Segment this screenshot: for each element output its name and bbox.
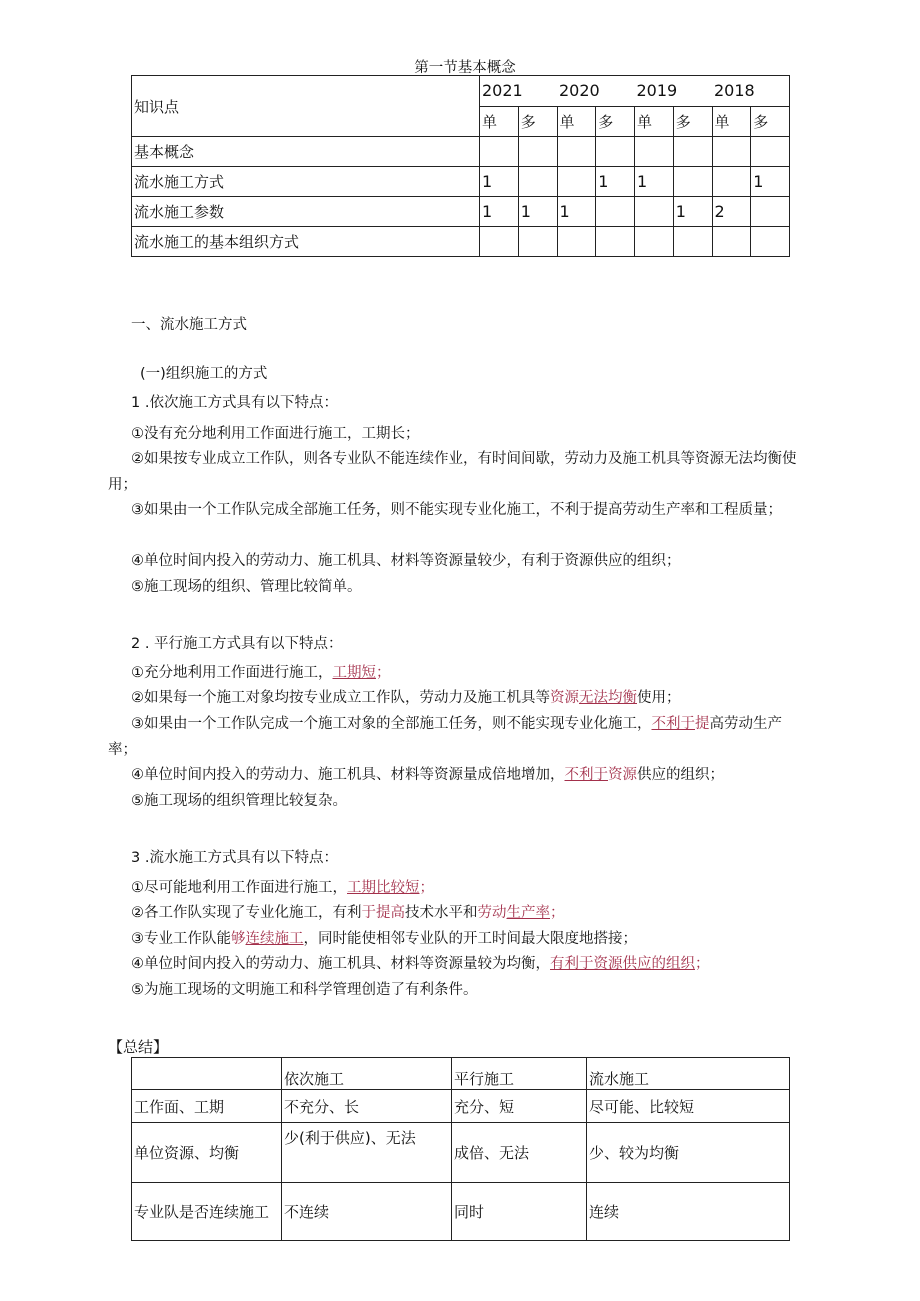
value-cell: 尽可能、比较短 [587,1090,790,1123]
sub-header-cell: 单 [635,106,674,137]
text-segment: ⑤施工现场的组织、管理比较简单。 [131,579,362,595]
count-cell [596,227,635,257]
row-label: 流水施工参数 [132,197,480,227]
highlighted-text: 劳动 [477,905,507,921]
table-row [132,1090,790,1123]
row-label: 工作面、工期 [132,1090,282,1123]
table-row [132,1123,790,1183]
highlighted-text: 连续施工 [245,931,304,947]
list-item [108,549,810,575]
text-segment: ，同时能使相邻专业队的开工时间最大限度地搭接； [303,931,637,947]
list-item [108,876,810,902]
count-cell [480,227,519,257]
text-segment: ④单位时间内投入的劳动力、施工机具、材料等资源量较为均衡， [131,956,550,972]
list-item [108,498,810,524]
list-item [108,952,810,978]
highlighted-text: 资源 [550,690,579,706]
count-cell: 1 [751,167,790,197]
text-segment: ④单位时间内投入的劳动力、施工机具、材料等资源量成倍地增加， [131,767,565,783]
list-item [108,978,810,1004]
sub-header-cell: 单 [480,106,519,137]
sub-header-cell: 单 [557,106,596,137]
count-cell [712,167,751,197]
year-cell: 2020 [557,76,635,107]
summary-table [131,1057,790,1241]
header-cell: 知识点 [132,76,480,137]
text-segment: ②如果每一个施工对象均按专业成立工作队，劳动力及施工机具等 [131,690,550,706]
sub-header-cell: 多 [596,106,635,137]
summary-label: 【总结】 [108,1038,169,1056]
count-cell [712,137,751,167]
count-cell [712,227,751,257]
row-label: 基本概念 [132,137,480,167]
year-cell: 2021 [480,76,558,107]
highlighted-text: 生产率 [506,905,550,921]
year-cell: 2019 [635,76,713,107]
list-item [108,901,810,927]
list-heading: 1 .依次施工方式具有以下特点： [131,395,338,411]
text-segment: 使用； [637,690,681,706]
highlighted-text: ； [550,905,565,921]
count-cell: 1 [596,167,635,197]
highlighted-text: 工期短 [332,665,376,681]
text-segment: ①没有充分地利用工作面进行施工，工期长； [131,426,420,442]
text-segment: ③如果由一个工作队完成一个施工对象的全部施工任务，则不能实现专业化施工， [131,716,652,732]
value-cell: 不充分、长 [282,1090,452,1123]
count-cell [596,197,635,227]
count-cell [751,197,790,227]
count-cell [557,137,596,167]
count-cell [518,137,557,167]
row-label: 单位资源、均衡 [132,1123,282,1183]
sub-header-cell: 多 [518,106,557,137]
heading-1: 一、流水施工方式 [131,317,247,333]
count-cell: 1 [673,197,712,227]
count-cell [518,167,557,197]
list-item [108,575,810,601]
count-cell [673,167,712,197]
row-label: 专业队是否连续施工 [132,1183,282,1241]
highlighted-text: 不利于 [564,767,608,783]
header-cell: 依次施工 [282,1058,452,1090]
count-cell [751,227,790,257]
text-segment: ②各工作队实现了专业化施工，有利 [131,905,362,921]
value-cell: 成倍、无法 [452,1123,587,1183]
list-item [108,763,810,789]
highlighted-text: 有利于资源供应的组织 [550,956,695,972]
text-segment: ②如果按专业成立工作队，则各专业队不能连续作业，有时间间歇，劳动力及施工机具等资源无法均衡使用； [108,451,797,493]
sub-header-cell: 单 [712,106,751,137]
highlighted-text: 不利于 [651,716,695,732]
list-item [108,927,810,953]
heading-2: (一)组织施工的方式 [140,366,268,382]
list-item [108,447,810,498]
text-segment: 技术水平和 [405,905,478,921]
count-cell [635,197,674,227]
value-cell: 不连续 [282,1183,452,1241]
list-item [108,712,810,763]
table-row [132,167,790,197]
list-item [108,661,810,687]
list-heading: 2 . 平行施工方式具有以下特点： [131,636,343,652]
value-cell: 同时 [452,1183,587,1241]
table-row [132,76,790,107]
value-cell: 连续 [587,1183,790,1241]
sub-header-cell: 多 [673,106,712,137]
text-segment: ①充分地利用工作面进行施工， [131,665,333,681]
sub-header-cell: 多 [751,106,790,137]
count-cell: 1 [635,167,674,197]
table-row [132,1183,790,1241]
table-row [132,227,790,257]
count-cell [635,137,674,167]
value-cell: 充分、短 [452,1090,587,1123]
header-cell [132,1058,282,1090]
count-cell: 1 [480,197,519,227]
list-item [108,686,810,712]
text-segment: 高劳动生产率； [108,716,782,758]
text-segment: ①尽可能地利用工作面进行施工， [131,880,347,896]
count-cell [480,137,519,167]
highlighted-text: 资源 [608,767,637,783]
knowledge-point-table [131,75,790,257]
list-item [108,789,810,815]
count-cell [557,227,596,257]
text-segment: ③如果由一个工作队完成全部施工任务，则不能实现专业化施工，不利于提高劳动生产率和工程质量； [131,502,782,518]
year-cell: 2018 [712,76,790,107]
count-cell: 2 [712,197,751,227]
table-row [132,197,790,227]
highlighted-text: 工期比较短 [347,880,420,896]
count-cell: 1 [518,197,557,227]
value-cell: 少(利于供应)、无法 [282,1123,452,1183]
header-cell: 平行施工 [452,1058,587,1090]
count-cell [557,167,596,197]
text-segment: ⑤为施工现场的文明施工和科学管理创造了有利条件。 [131,982,478,998]
highlighted-text: 无法均衡 [579,690,637,706]
count-cell: 1 [480,167,519,197]
count-cell [518,227,557,257]
text-segment: ④单位时间内投入的劳动力、施工机具、材料等资源量较少，有利于资源供应的组织； [131,553,681,569]
list-heading: 3 .流水施工方式具有以下特点： [131,850,338,866]
section-title: 第一节基本概念 [414,60,516,76]
table-row [132,137,790,167]
value-cell: 少、较为均衡 [587,1123,790,1183]
text-segment: ⑤施工现场的组织管理比较复杂。 [131,793,347,809]
list-item [108,422,810,448]
text-segment: ③专业工作队能 [131,931,231,947]
row-label: 流水施工的基本组织方式 [132,227,480,257]
highlighted-text: ； [376,665,391,681]
count-cell [635,227,674,257]
row-label: 流水施工方式 [132,167,480,197]
highlighted-text: ； [695,956,710,972]
highlighted-text: 于提高 [361,905,405,921]
text-segment: 供应的组织； [637,767,724,783]
count-cell [596,137,635,167]
highlighted-text: ； [419,880,434,896]
highlighted-text: 够 [231,931,246,947]
header-cell: 流水施工 [587,1058,790,1090]
highlighted-text: 提 [695,716,710,732]
count-cell [673,227,712,257]
count-cell: 1 [557,197,596,227]
count-cell [751,137,790,167]
count-cell [673,137,712,167]
table-header-row [132,1058,790,1090]
